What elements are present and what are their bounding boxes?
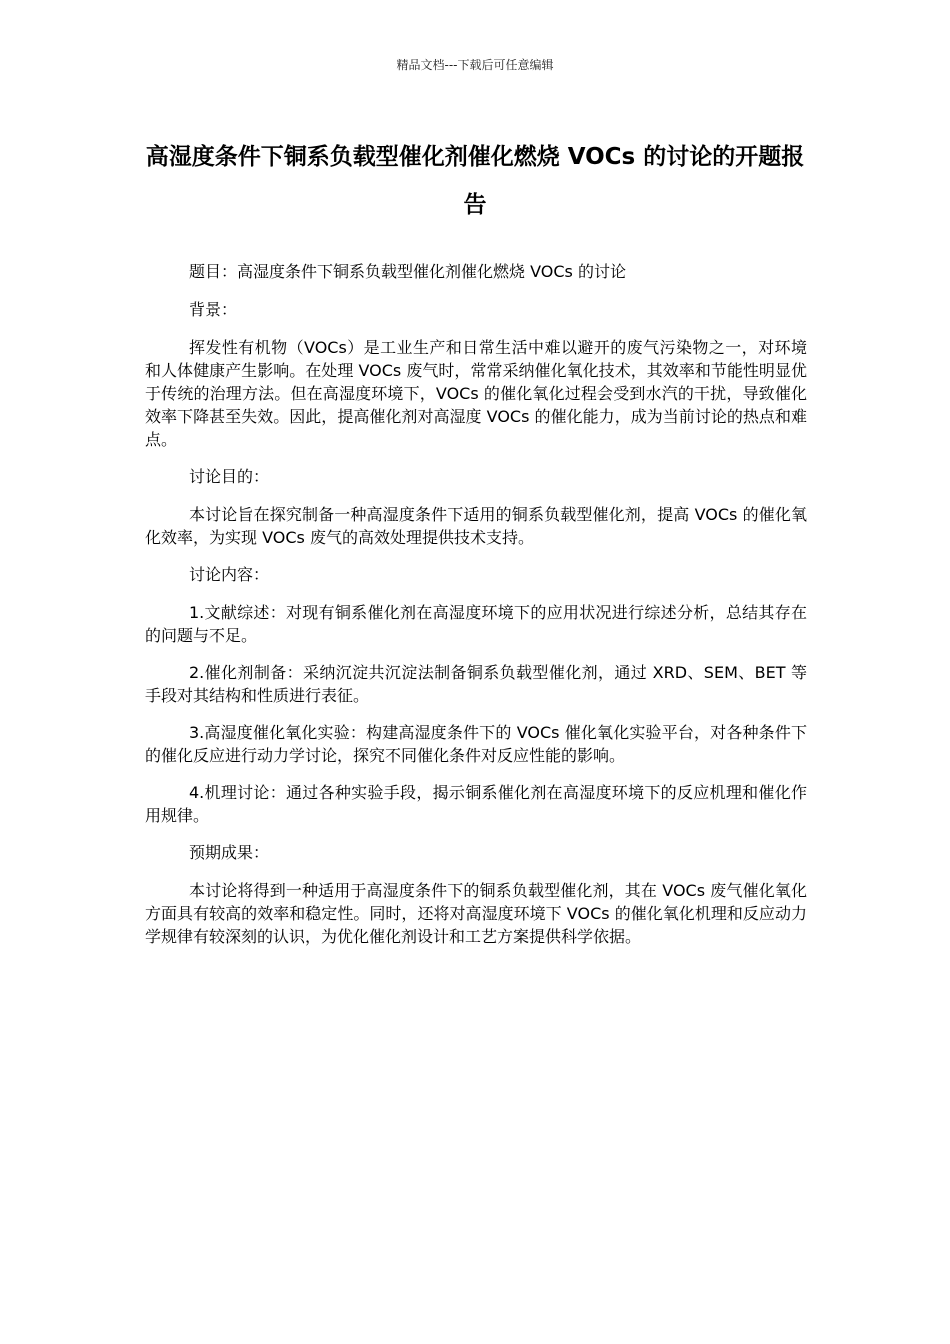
content-item-literature-review: 1.文献综述：对现有铜系催化剂在高湿度环境下的应用状况进行综述分析，总结其存在的问题与不足。 — [145, 603, 807, 645]
topic-line: 题目：高湿度条件下铜系负载型催化剂催化燃烧 VOCs 的讨论 — [189, 262, 626, 281]
purpose-label: 讨论目的： — [189, 467, 270, 486]
background-label: 背景： — [189, 300, 238, 319]
results-label: 预期成果： — [189, 843, 270, 862]
header-note: 精品文档---下载后可任意编辑 — [396, 58, 554, 72]
purpose-paragraph: 本讨论旨在探究制备一种高湿度条件下适用的铜系负载型催化剂，提高 VOCs 的催化氧化效率，为实现 VOCs 废气的高效处理提供技术支持。 — [145, 505, 807, 547]
results-paragraph: 本讨论将得到一种适用于高湿度条件下的铜系负载型催化剂，其在 VOCs 废气催化氧化方面具有较高的效率和稳定性。同时，还将对高湿度环境下 VOCs 的催化氧化机理和反应动力学规律有较深刻的认识，为优化催化剂设计和工艺方案提供科学依据。 — [145, 881, 807, 946]
document-title: 高湿度条件下铜系负载型催化剂催化燃烧 VOCs 的讨论的开题报告 — [145, 144, 805, 218]
content-item-oxidation-experiment: 3.高湿度催化氧化实验：构建高湿度条件下的 VOCs 催化氧化实验平台，对各种条件下的催化反应进行动力学讨论，探究不同催化条件对反应性能的影响。 — [145, 723, 807, 765]
background-paragraph: 挥发性有机物（VOCs）是工业生产和日常生活中难以避开的废气污染物之一，对环境和人体健康产生影响。在处理 VOCs 废气时，常常采纳催化氧化技术，其效率和节能性明显优于传统的治理方法。但在高湿度环境下，VOCs 的催化氧化过程会受到水汽的干扰，导致催化效率下降甚至失效。因此，提高催化剂对高湿度 VOCs 的催化能力，成为当前讨论的热点和难点。 — [145, 338, 807, 449]
content-label: 讨论内容： — [189, 565, 270, 584]
content-item-catalyst-preparation: 2.催化剂制备：采纳沉淀共沉淀法制备铜系负载型催化剂，通过 XRD、SEM、BET 等手段对其结构和性质进行表征。 — [145, 663, 807, 705]
content-item-mechanism-study: 4.机理讨论：通过各种实验手段，揭示铜系催化剂在高湿度环境下的反应机理和催化作用规律。 — [145, 783, 807, 825]
document-body — [145, 260, 807, 962]
